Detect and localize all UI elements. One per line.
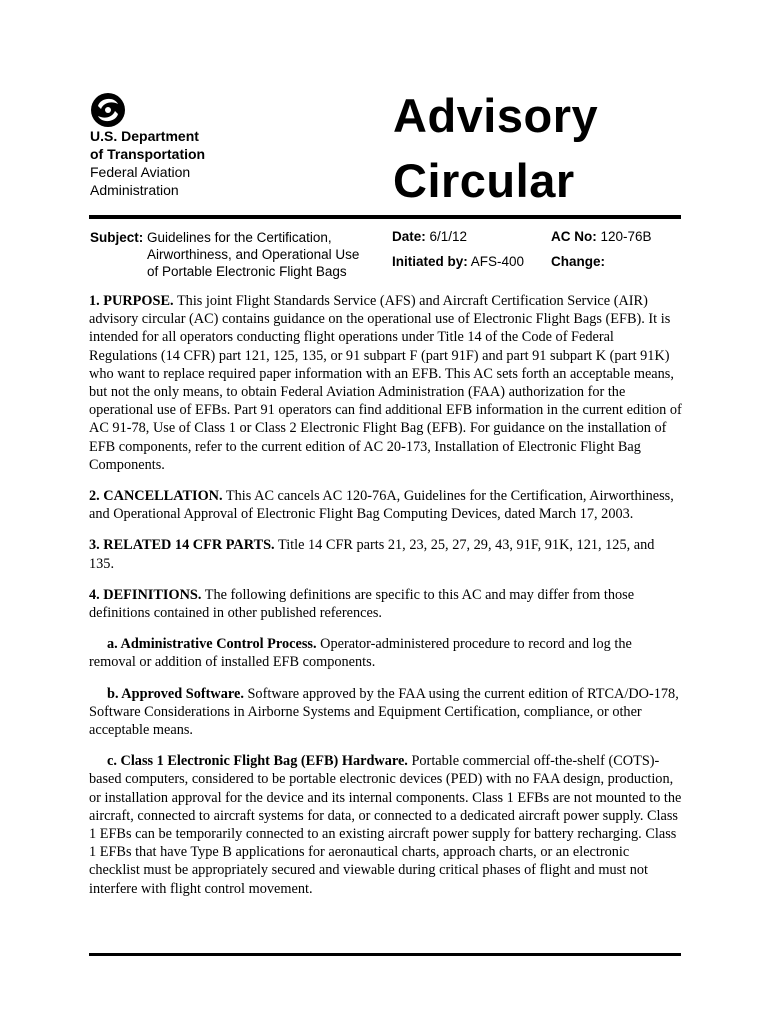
definition-heading: a. Administrative Control Process.: [107, 636, 317, 653]
section-text: The following definitions are specific to this AC and may differ from those definitions contained in other published references.: [89, 586, 635, 622]
dot-logo-icon: [90, 92, 126, 128]
definition-text: Portable commercial off-the-shelf (COTS)-based computers, considered to be portable electronic devices (PED) with no FAA design, production, or installation approval for the device and its internal components. Class 1 EFBs are not mounted to the aircraft, connected to aircraft systems for data, or connected to a dedicated aircraft power supply. Class 1 EFBs can be temporarily connected to an existing aircraft power supply for battery recharging. Class 1 EFBs that have Type B applications for aeronautical charts, approach charts, or an electronic checklist must be appropriately secured and viewable during critical phases of flight and must not interfere with flight control movement.: [89, 753, 682, 897]
change-field: [551, 254, 605, 269]
subject-label: Subject:: [90, 230, 144, 245]
section-heading: 3. RELATED 14 CFR PARTS.: [89, 537, 275, 554]
definition-heading: c. Class 1 Electronic Flight Bag (EFB) Hardware.: [107, 753, 408, 770]
subject-line-1: Guidelines for the Certification,: [147, 230, 332, 245]
definition-c: [89, 752, 682, 898]
section-heading: 1. PURPOSE.: [89, 293, 174, 309]
dept-line-4: Administration: [90, 182, 179, 198]
section-text: This joint Flight Standards Service (AFS) and Aircraft Certification Service (AIR) advisory circular (AC) contains guidance on the operational use of Electronic Flight Bags (EFB). It is intended for all operators conducting flight operations under Title 14 of the Code of Federal Regulations (14 CFR) part 121, 125, 135, or 91 subpart F (part 91F) and part 91 subpart K (part 91K) who want to replace required paper information with an EFB. This AC sets forth an acceptable means, but not the only means, to obtain Federal Aviation Administration (FAA) authorization for the operational use of EFBs. Part 91 operators can find additional EFB information in the current edition of AC 91-78, Use of Class 1 or Class 2 Electronic Flight Bag (EFB). For guidance on the installation of EFB components, refer to the current edition of AC 20-173, Installation of Electronic Flight Bag Components.: [89, 293, 682, 473]
definition-heading: b. Approved Software.: [107, 685, 244, 702]
section-purpose: [89, 292, 682, 474]
section-cancellation: [89, 487, 682, 523]
ac-number-field: [551, 229, 652, 244]
initiated-field: [392, 254, 524, 269]
initiated-value: AFS-400: [470, 254, 525, 269]
section-text: Title 14 CFR parts 21, 23, 25, 27, 29, 43, 91F, 91K, 121, 125, and 135.: [89, 537, 655, 572]
subject-line-2: Airworthiness, and Operational Use: [147, 247, 360, 262]
dept-line-2: of Transportation: [90, 146, 206, 162]
definition-text: Software approved by the FAA using the current edition of RTCA/DO-178, Software Considerations in Airborne Systems and Equipment Certification, compliance, or other acceptable means.: [89, 685, 679, 739]
section-related-parts: [89, 536, 682, 572]
section-text: This AC cancels AC 120-76A, Guidelines for the Certification, Airworthiness, and Operational Approval of Electronic Flight Bag Computing Devices, dated March 17, 2003.: [89, 488, 674, 523]
date-value: 6/1/12: [429, 229, 468, 244]
definition-text: Operator-administered procedure to record and log the removal or addition of installed EFB components.: [89, 636, 632, 671]
dept-line-1: U.S. Department: [90, 128, 199, 144]
definition-a: [89, 635, 682, 671]
date-label: Date:: [392, 229, 426, 244]
acno-value: 120-76B: [600, 229, 652, 244]
section-heading: 4. DEFINITIONS.: [89, 586, 202, 603]
department-block: [90, 127, 205, 199]
bottom-divider: [89, 953, 681, 956]
title-circular: Circular: [393, 154, 575, 207]
top-divider: [89, 215, 681, 219]
subject-line-3: of Portable Electronic Flight Bags: [147, 264, 347, 279]
section-definitions: [89, 586, 682, 622]
title-advisory: Advisory: [393, 89, 599, 142]
dept-line-3: Federal Aviation: [90, 164, 191, 180]
date-field: [392, 229, 467, 244]
section-heading: 2. CANCELLATION.: [89, 488, 223, 505]
definition-b: [89, 685, 682, 740]
change-label: Change:: [551, 254, 605, 269]
acno-label: AC No:: [551, 229, 597, 244]
document-body: [89, 292, 682, 911]
subject-block: [90, 229, 359, 280]
initiated-label: Initiated by:: [392, 254, 468, 269]
